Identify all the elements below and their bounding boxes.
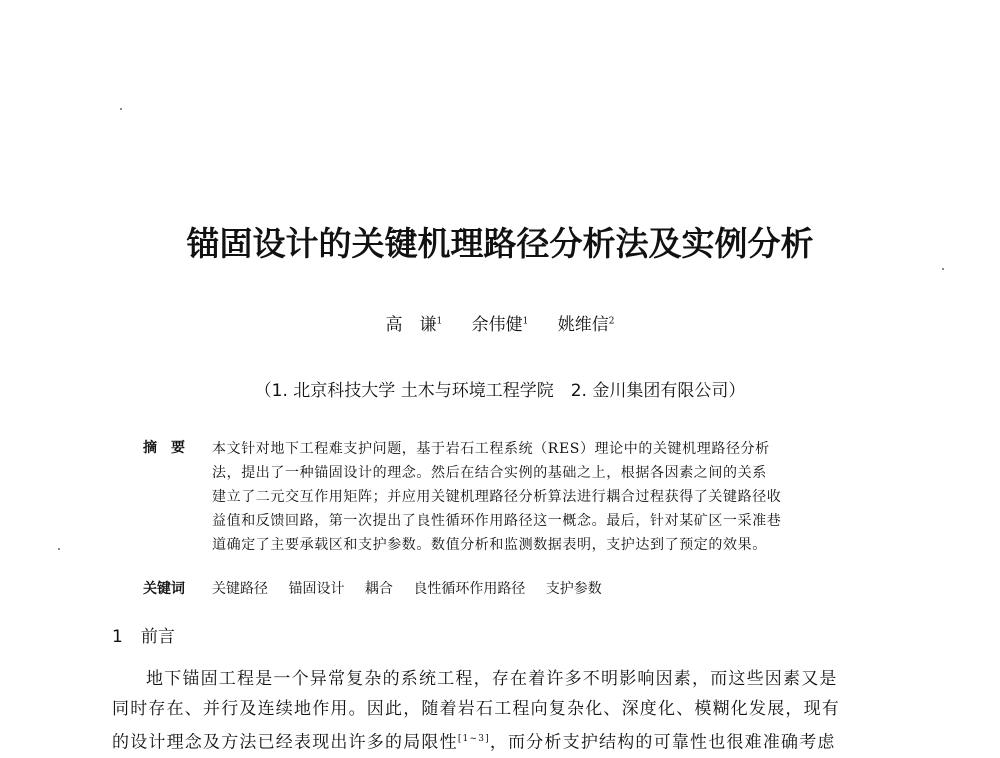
keyword: 耦合 [364,581,393,597]
section-title: 前言 [140,627,175,647]
abstract-line: 本文针对地下工程难支护问题，基于岩石工程系统（RES）理论中的关键机理路径分析 [212,441,770,457]
body-line: 地下锚固工程是一个异常复杂的系统工程，存在着许多不明影响因素，而这些因素又是 [146,669,838,689]
abstract-body [212,437,872,557]
affiliation-mark: 2 [608,316,615,327]
keyword-list [212,578,618,598]
abstract-label: 摘要 [143,440,199,456]
author-name: 余伟健 [471,315,523,335]
keyword: 支护参数 [545,581,602,597]
author-name: 姚维信 [557,315,609,335]
author [385,310,442,335]
abstract-line: 法，提出了一种锚固设计的理念。然后在结合实例的基础之上，根据各因素之间的关系 [212,465,767,481]
body-line-text: 的设计理念及方法已经表现出许多的局限性 [112,732,458,753]
scan-speck [58,548,60,550]
affiliation-mark: 1 [522,316,529,327]
keyword: 锚固设计 [288,581,345,597]
scan-speck [942,268,944,270]
abstract-line: 益值和反馈回路，第一次提出了良性循环作用路径这一概念。最后，针对某矿区一采准巷 [212,513,782,529]
affiliation: （1. 北京科技大学 土木与环境工程学院 2. 金川集团有限公司） [254,381,746,401]
keyword: 良性循环作用路径 [413,581,526,597]
abstract-line: 道确定了主要承载区和支护参数。数值分析和监测数据表明，支护达到了预定的效果。 [212,537,767,553]
keywords-label: 关键词 [143,581,185,597]
keyword: 关键路径 [212,581,268,597]
author [472,310,529,335]
author [558,310,615,335]
body-line [112,724,912,758]
author-name: 高 谦 [385,315,437,335]
author-list [0,310,1000,335]
section-heading [112,622,175,647]
abstract-line: 建立了二元交互作用矩阵；并应用关键机理路径分析算法进行耦合过程获得了关键路径收 [212,489,782,505]
paper-title: 锚固设计的关键机理路径分析法及实例分析 [186,224,814,263]
body-line-text: ，而分析支护结构的可靠性也很难准确考虑 [489,732,836,753]
affiliation-mark: 1 [436,316,443,327]
body-line: 同时存在、并行及连续地作用。因此，随着岩石工程向复杂化、深度化、模糊化发展，现有 [112,699,840,719]
section-number: 1 [112,627,123,647]
scan-speck [120,108,122,110]
body-text [112,664,912,758]
citation: [1~3] [457,734,490,744]
